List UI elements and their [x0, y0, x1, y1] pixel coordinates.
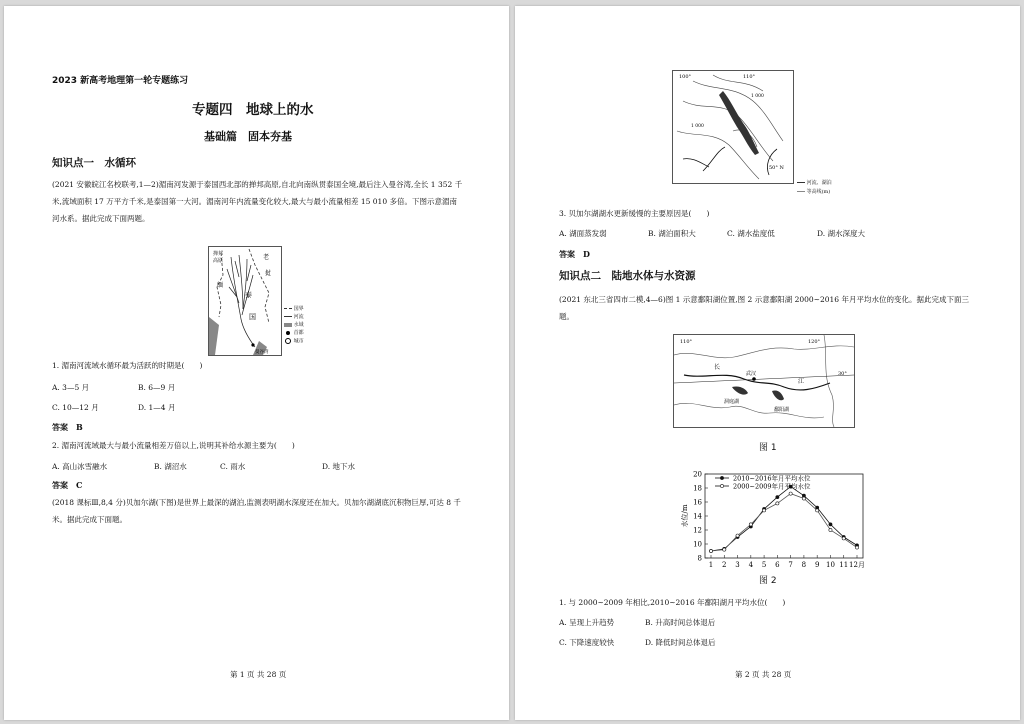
x-tick-label: 10 [825, 561, 835, 569]
map2-label-wuhan: 武汉 [746, 371, 757, 377]
q3-option-d: D. 湖水深度大 [817, 229, 866, 238]
data-point-s2 [842, 537, 845, 540]
q4-option-b: B. 升高时间总体退后 [645, 618, 716, 627]
x-tick-label: 9 [814, 561, 820, 569]
q2-option-d: D. 地下水 [322, 462, 356, 471]
map2-label-chang: 长 [714, 364, 721, 371]
answer-3: 答案 D [559, 249, 590, 259]
wuhan-marker [752, 377, 756, 381]
map2-label-poyang: 鄱阳湖 [774, 407, 790, 413]
q1-option-d: D. 1—4 月 [138, 403, 176, 412]
map2-tick-30: 30° [838, 371, 847, 377]
map-label-myanmar: 缅 [217, 282, 224, 289]
document-page-2 [515, 6, 1020, 720]
document-header: 2023 新高考地理第一轮专题练习 [52, 76, 189, 86]
y-tick-label: 12 [693, 526, 702, 535]
data-point-s2 [816, 509, 819, 512]
section-heading-1: 知识点一 水循环 [52, 157, 136, 169]
data-point-s2 [789, 492, 792, 495]
section-heading-2: 知识点二 陆地水体与水资源 [559, 270, 696, 282]
document-page-1 [4, 6, 509, 720]
x-tick-label: 4 [748, 561, 754, 569]
baikal-tick-100: 100° [679, 74, 692, 80]
dongting-lake [732, 386, 748, 394]
legend-capital: 首都 [293, 330, 304, 336]
x-tick-label: 11 [839, 561, 849, 569]
map-label-thai2: 国 [249, 313, 256, 321]
subtitle: 基础篇 固本夯基 [204, 130, 292, 143]
poyang-location-map [673, 334, 855, 428]
poyang-lake [772, 390, 784, 400]
data-point-s1 [776, 496, 779, 499]
legend-marker-1 [720, 476, 723, 479]
data-point-s2 [749, 523, 752, 526]
map-label-lao2: 挝 [265, 270, 272, 277]
legend-label-1: 2010~2016年月平均水位 [733, 474, 811, 483]
q3-option-c: C. 湖水盐度低 [727, 229, 775, 238]
baikal-legend-contour: 等高线(m) [806, 189, 831, 195]
province-boundary-north [674, 346, 854, 358]
answer-1: 答案 B [52, 422, 83, 432]
baikal-tick-50n: 50° N [769, 165, 784, 171]
x-tick-label: 2 [722, 561, 727, 569]
q2-option-c: C. 雨水 [220, 462, 246, 471]
y-tick-label: 20 [693, 470, 702, 479]
answer-2: 答案 C [52, 480, 83, 490]
baikal-lake-map [672, 70, 794, 184]
contour-label-2: 1 000 [691, 124, 704, 129]
x-tick-label: 7 [788, 561, 793, 569]
data-point-s2 [709, 549, 712, 552]
chart-legend [715, 474, 811, 491]
legend-label-2: 2000~2009年月平均水位 [733, 482, 811, 491]
question-intro-3: (2021 东北三省四市二模,4—6)图 1 示意鄱阳湖位置,图 2 示意鄱阳湖 2000~2016 年月平均水位的变化。据此完成下面三题。 [559, 295, 969, 321]
river-lines [683, 147, 777, 175]
province-boundary-south [674, 403, 824, 418]
legend-city: 城市 [293, 338, 304, 345]
sea-area-west [209, 317, 219, 355]
y-tick-label: 16 [693, 498, 702, 507]
q4-option-c: C. 下降速度较快 [559, 638, 615, 647]
map2-label-jiang: 江 [798, 378, 805, 385]
data-point-s1 [829, 523, 832, 526]
map-label-thai1: 泰 [245, 291, 252, 299]
map-label-plateau: 高原 [213, 258, 224, 264]
y-tick-label: 8 [697, 554, 702, 563]
y-tick-label: 18 [693, 484, 702, 493]
coastline [824, 335, 834, 427]
q3-option-a: A. 湖面蒸发弱 [559, 229, 607, 238]
x-tick-label: 5 [761, 561, 767, 569]
data-point-s2 [829, 528, 832, 531]
data-point-s2 [736, 534, 739, 537]
data-point-s2 [762, 509, 765, 512]
legend-river: 河流 [293, 314, 304, 320]
data-point-s2 [776, 502, 779, 505]
legend-water: 水域 [293, 322, 304, 328]
y-tick-label: 14 [693, 512, 702, 521]
chart-series [709, 485, 858, 553]
map2-tick-110: 110° [680, 339, 693, 345]
x-tick-label: 12月 [849, 561, 865, 569]
data-point-s2 [855, 546, 858, 549]
data-point-s2 [723, 548, 726, 551]
question-4: 1. 与 2000~2009 年相比,2010~2016 年鄱阳湖月平均水位( ) [559, 598, 786, 607]
legend-border: 国界 [293, 306, 304, 312]
q1-option-b: B. 6—9 月 [138, 383, 176, 392]
topic-title: 专题四 地球上的水 [192, 102, 314, 118]
q4-option-a: A. 呈现上升趋势 [559, 618, 615, 627]
question-intro-2: (2018 课标Ⅲ,8,4 分)贝加尔湖(下图)是世界上最深的湖泊,监测表明湖水深度还在加大。贝加尔湖湖底沉积物巨厚,可达 8 千米。据此完成下面题。 [52, 498, 461, 524]
capital-marker [251, 343, 254, 346]
question-2: 2. 湄南河流域最大与最小流量相差万倍以上,说明其补给水源主要为( ) [52, 441, 295, 450]
q1-option-a: A. 3—5 月 [52, 383, 90, 392]
q2-option-b: B. 湖沼水 [154, 462, 187, 471]
question-3: 3. 贝加尔湖湖水更新缓慢的主要原因是( ) [559, 209, 710, 218]
q4-option-d: D. 降低时间总体退后 [645, 638, 716, 647]
baikal-tick-110: 110° [743, 74, 756, 80]
x-tick-label: 6 [775, 561, 780, 569]
y-tick-label: 10 [693, 540, 702, 549]
y-axis-label: 水位/m [681, 504, 689, 528]
x-tick-label: 1 [708, 561, 714, 569]
q1-option-c: C. 10—12 月 [52, 403, 99, 412]
legend-marker-2 [720, 484, 723, 487]
menam-river-map [208, 246, 282, 356]
series-line-1 [711, 487, 857, 551]
question-1: 1. 湄南河流域水循环最为活跃的时期是( ) [52, 361, 203, 370]
figure-1-caption: 图 1 [759, 443, 777, 453]
figure-2-caption: 图 2 [759, 576, 777, 586]
page-footer-1: 第 1 页 共 28 页 [230, 670, 287, 679]
data-point-s2 [802, 497, 805, 500]
map-label-shan: 掸邦 [213, 251, 224, 257]
map-label-lao1: 老 [263, 254, 270, 261]
x-tick-label: 8 [801, 561, 807, 569]
map2-tick-120: 120° [808, 339, 821, 345]
baikal-legend-water: 河流、湖泊 [806, 180, 832, 186]
series-line-2 [711, 494, 857, 551]
river-network [227, 255, 255, 347]
q3-option-b: B. 湖泊面积大 [648, 229, 696, 238]
baikal-lake-shape [719, 91, 759, 155]
page-footer-2: 第 2 页 共 28 页 [735, 670, 792, 679]
x-tick-label: 3 [735, 561, 740, 569]
q2-option-a: A. 高山冰雪融水 [52, 462, 108, 471]
contour-label-1: 1 000 [751, 94, 764, 99]
map2-label-dongting: 洞庭湖 [724, 399, 740, 405]
question-intro-1: (2021 安徽皖江名校联考,1—2)湄南河发源于泰国西北部的掸邦高原,自北向南纵贯泰国全境,最后注入曼谷湾,全长 1 352 千米,流域面积 17 万平方千米,是泰国第一大河。湄南河年内流量变化较大,最大与最小流量相差 15 010 多倍。下图示意湄南河水系。据此完成下面两题。 [52, 180, 463, 223]
map-label-bangkok-bay: 曼谷湾 [255, 350, 269, 355]
water-level-chart [677, 462, 877, 574]
